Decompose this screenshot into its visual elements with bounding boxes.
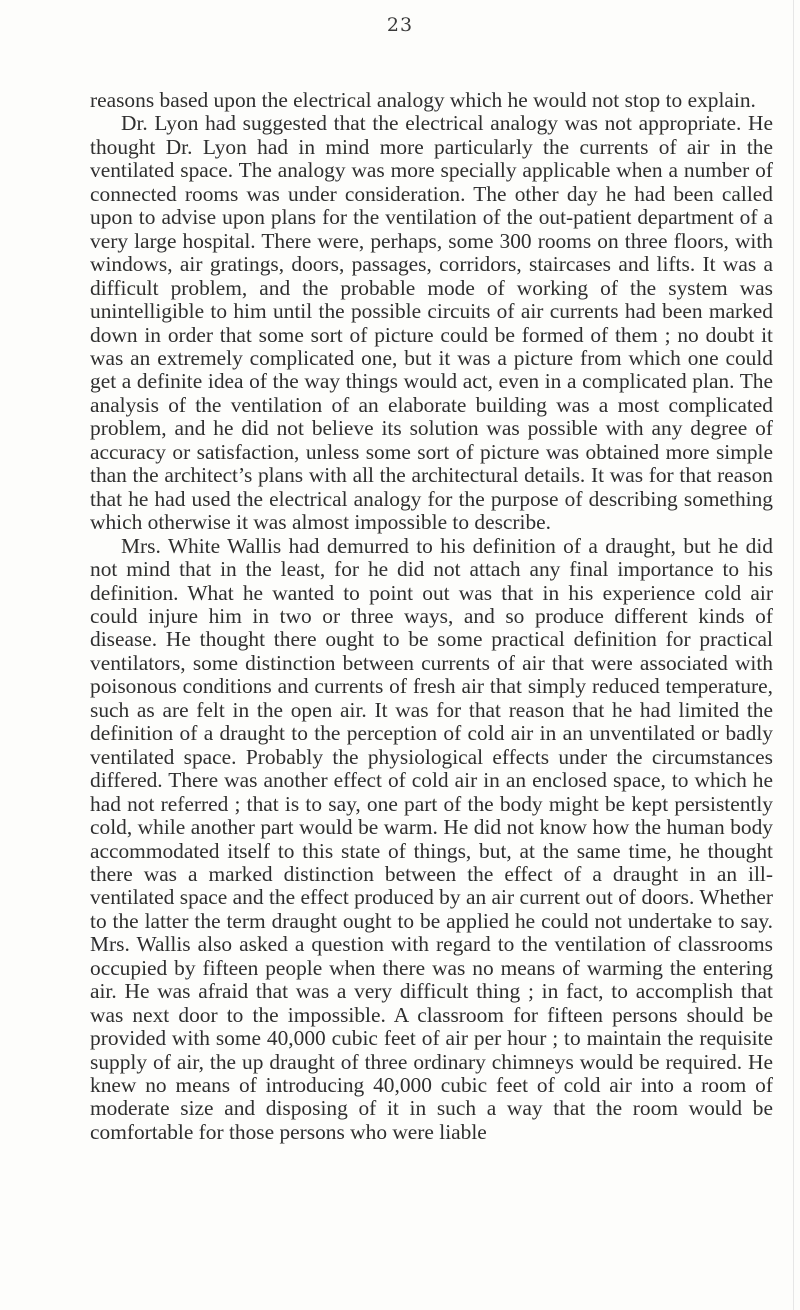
- body-text: [90, 89, 773, 1144]
- page-number: 23: [386, 14, 414, 36]
- paragraph-dr-lyon: Dr. Lyon had suggested that the electrical analogy was not appropriate. He thought Dr. Lyon had in mind more particularly the currents of air in the ventilated space. The analogy was more specially applicable when a number of connected rooms was under consideration. The other day he had been called upon to advise upon plans for the ventilation of the out-patient department of a very large hospital. There were, perhaps, some 300 rooms on three floors, with windows, air gratings, doors, passages, corridors, staircases and lifts. It was a difficult problem, and the probable mode of working of the system was unintelligible to him until the possible circuits of air currents had been marked down in order that some sort of picture could be formed of them ; no doubt it was an extremely complicated one, but it was a picture from which one could get a definite idea of the way things would act, even in a complicated plan. The analysis of the ventilation of an elaborate building was a most complicated problem, and he did not believe its solution was possible with any degree of accuracy or satisfaction, unless some sort of picture was obtained more simple than the architect’s plans with all the architectural details. It was for that reason that he had used the electrical analogy for the purpose of describing something which otherwise it was almost impossible to describe.: [90, 111, 773, 535]
- paragraph-mrs-white-wallis: Mrs. White Wallis had demurred to his definition of a draught, but he did not mind that in the least, for he did not attach any final importance to his definition. What he wanted to point out was that in his experience cold air could injure him in two or three ways, and so produce different kinds of disease. He thought there ought to be some practical definition for practical ventilators, some distinction between currents of air that were associated with poisonous conditions and currents of fresh air that simply reduced temperature, such as are felt in the open air. It was for that reason that he had limited the definition of a draught to the perception of cold air in an unventilated or badly ventilated space. Probably the physiological effects under the circumstances differed. There was another effect of cold air in an enclosed space, to which he had not referred ; that is to say, one part of the body might be kept persistently cold, while another part would be warm. He did not know how the human body accommodated itself to this state of things, but, at the same time, he thought there was a marked distinction between the effect of a draught in an ill-ventilated space and the effect produced by an air current out of doors. Whether to the latter the term draught ought to be applied he could not undertake to say. Mrs. Wallis also asked a question with regard to the ventilation of classrooms occupied by fifteen people when there was no means of warming the entering air. He was afraid that was a very difficult thing ; in fact, to accomplish that was next door to the impossible. A classroom for fifteen persons should be provided with some 40,000 cubic feet of air per hour ; to maintain the requisite supply of air, the up draught of three ordinary chimneys would be required. He knew no means of introducing 40,000 cubic feet of cold air into a room of moderate size and disposing of it in such a way that the room would be comfortable for those persons who were liable: [90, 533, 773, 1144]
- page-edge-shadow: [793, 0, 794, 1310]
- paragraph-continuation: reasons based upon the electrical analogy which he would not stop to explain.: [90, 88, 756, 112]
